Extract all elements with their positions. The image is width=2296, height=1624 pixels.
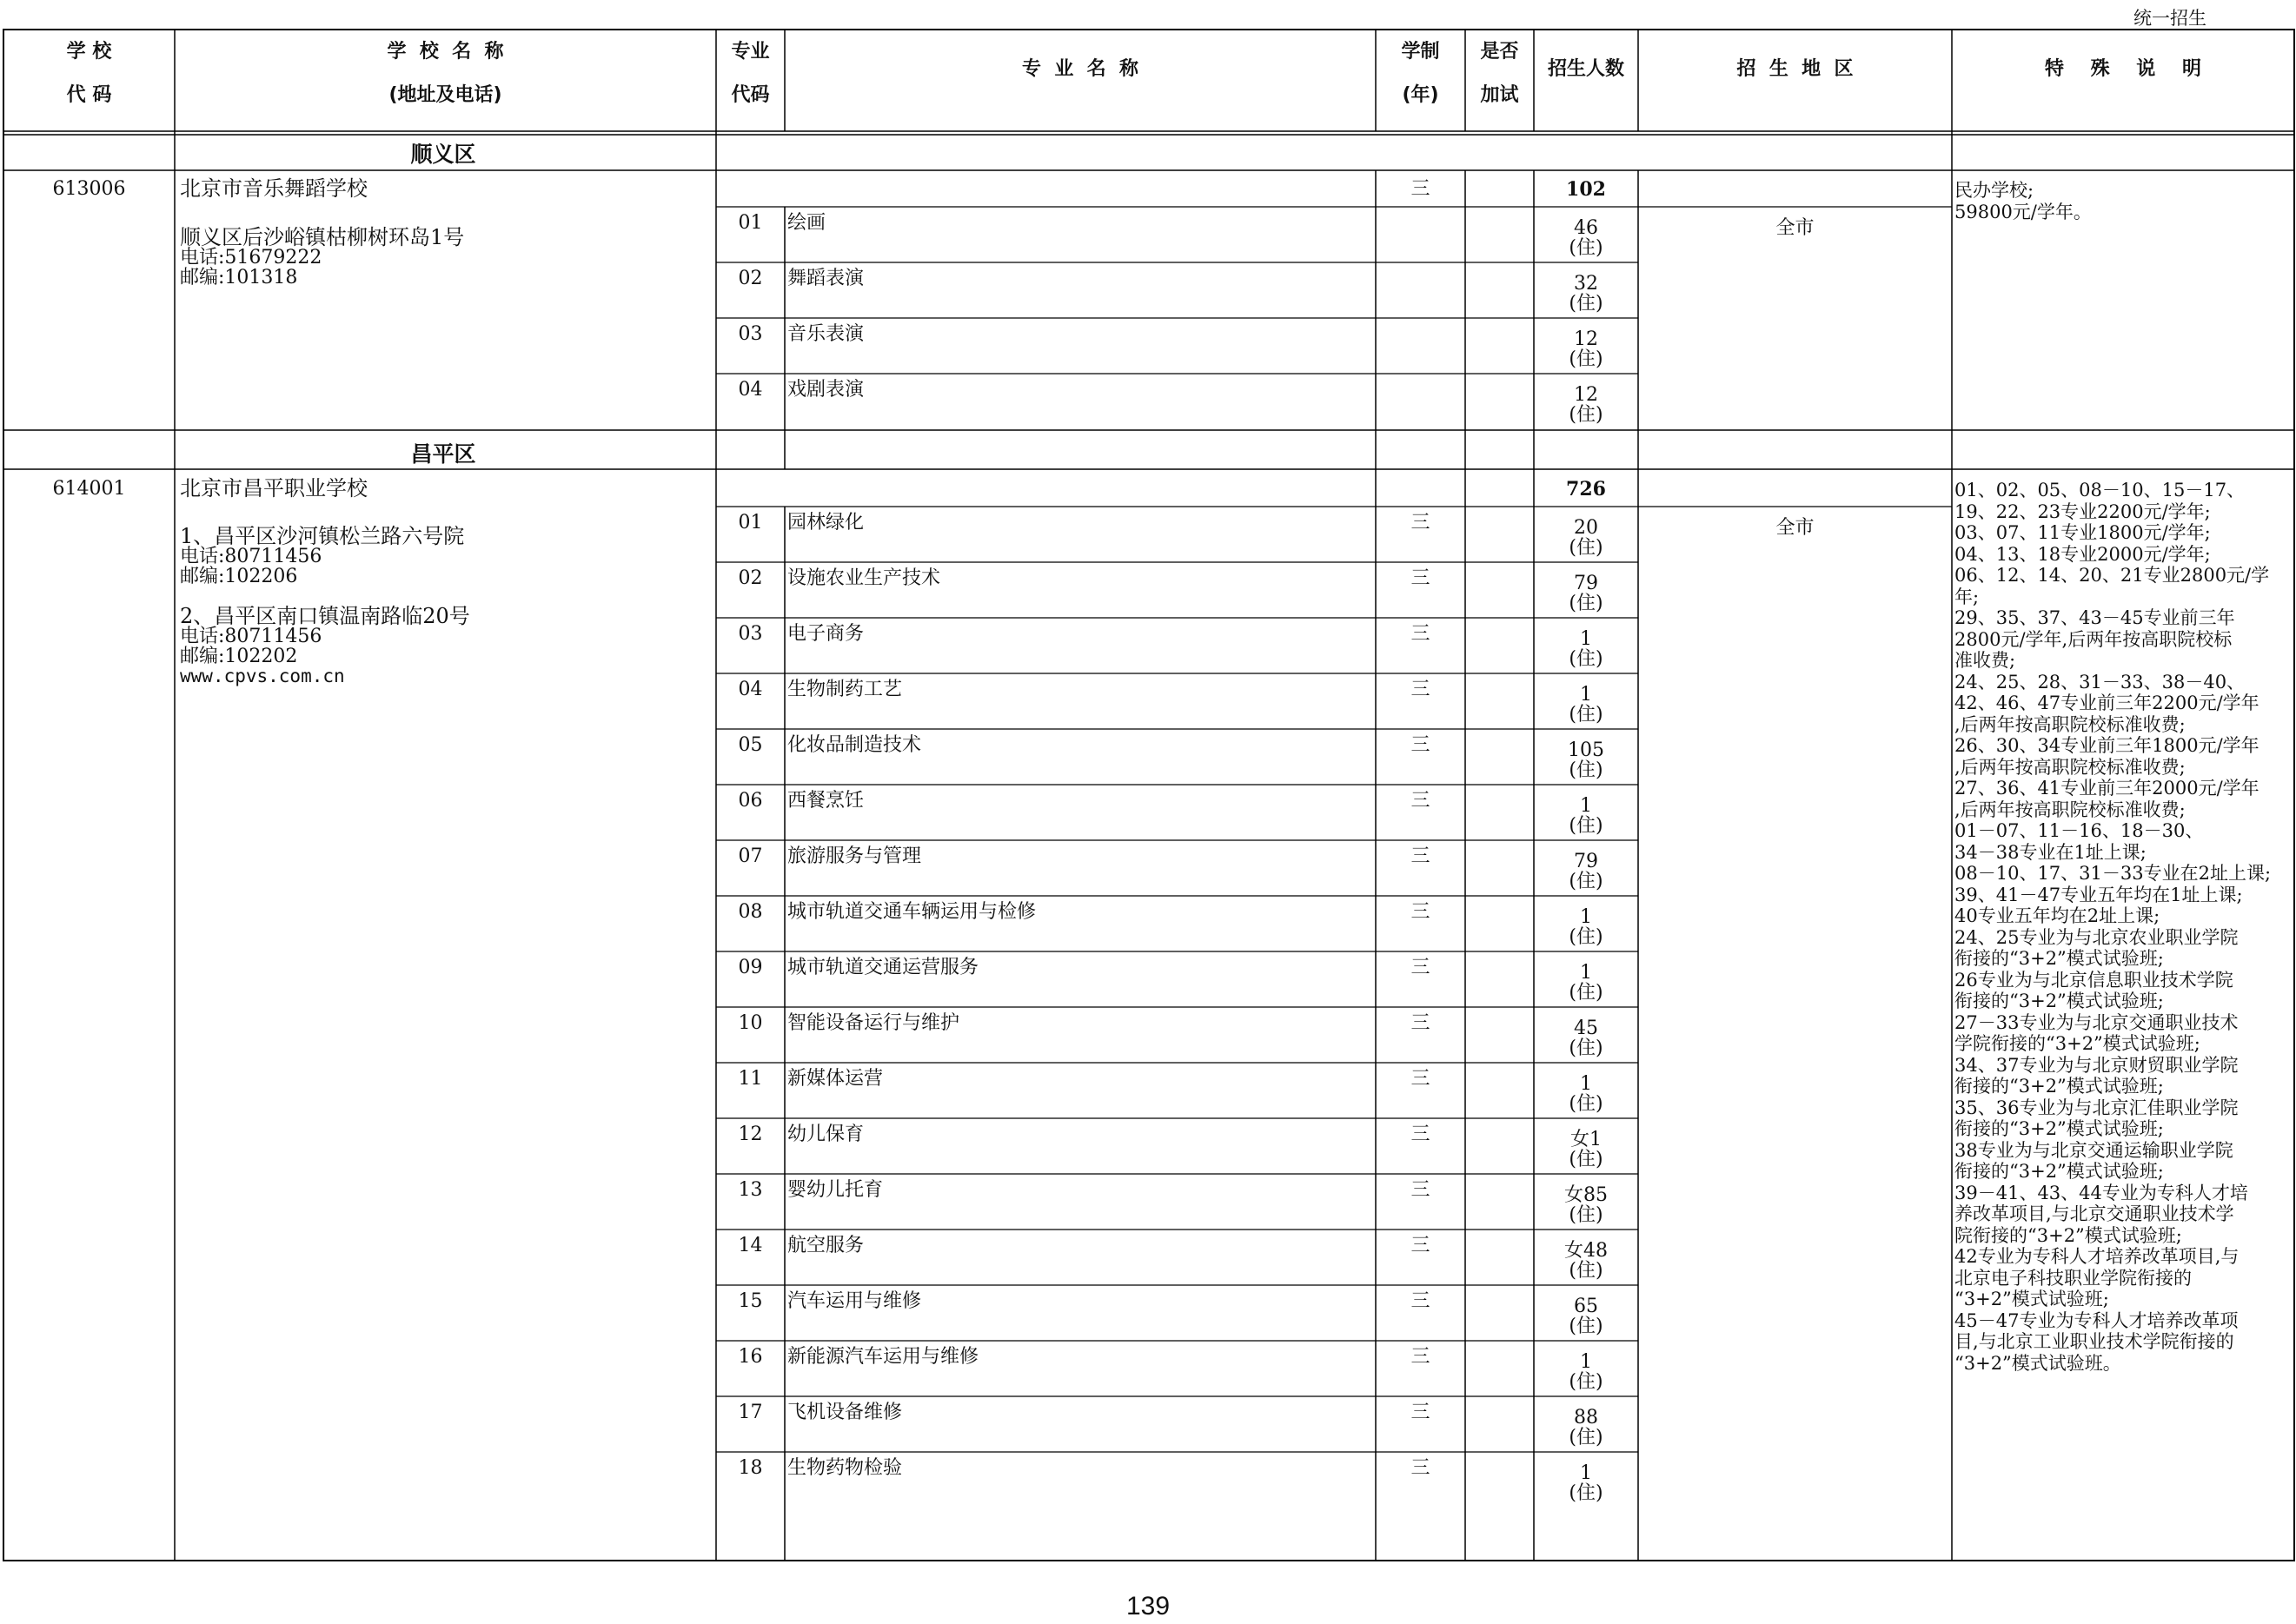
- major-duration: 三: [1410, 512, 1430, 534]
- major-name: 园林绿化: [787, 512, 865, 534]
- major-boarding: (住): [1569, 1316, 1603, 1337]
- school1-note-line: 59800元/学年。: [1954, 201, 2092, 222]
- major-name: 西餐烹饪: [787, 790, 865, 812]
- major-boarding: (住): [1569, 1427, 1603, 1448]
- major-boarding: (住): [1569, 871, 1603, 892]
- header-extra-test-line1: 是否: [1480, 41, 1519, 63]
- major-code: 06: [738, 790, 763, 812]
- school2-note-line: 衔接的“3+2”模式试验班;: [1954, 1118, 2164, 1139]
- major-name: 新能源汽车运用与维修: [787, 1346, 979, 1368]
- school2-note-line: 08－10、17、31－33专业在2址上课;: [1954, 863, 2272, 884]
- major-duration: 三: [1410, 901, 1430, 923]
- major-count: 1: [1580, 684, 1592, 706]
- major-boarding: (住): [1569, 593, 1603, 614]
- major-code: 10: [738, 1012, 763, 1034]
- major-duration: 三: [1410, 1012, 1430, 1034]
- major-duration: 三: [1410, 679, 1430, 700]
- major-name: 绘画: [787, 212, 826, 234]
- school1-phone: 电话:51679222: [180, 247, 322, 268]
- major-duration: 三: [1410, 957, 1430, 978]
- major-duration: 三: [1410, 845, 1430, 867]
- school1-duration: 三: [1410, 178, 1430, 200]
- school2-note-line: 38专业为与北京交通运输职业学院: [1954, 1139, 2233, 1161]
- major-code: 01: [738, 212, 763, 234]
- corner-label: 统一招生: [2133, 8, 2206, 29]
- school2-address-line: 1、昌平区沙河镇松兰路六号院: [180, 524, 465, 548]
- district-shunyi: 顺义区: [410, 142, 476, 167]
- major-code: 09: [738, 957, 763, 978]
- major-name: 新媒体运营: [787, 1068, 884, 1090]
- major-code: 15: [738, 1290, 763, 1312]
- school2-postcode: 邮编:102206: [180, 566, 298, 587]
- major-duration: 三: [1410, 567, 1430, 589]
- school2-note-line: 19、22、23专业2200元/学年;: [1954, 500, 2211, 522]
- school2-note-line: 2800元/学年,后两年按高职院校标: [1954, 628, 2233, 650]
- header-duration-line1: 学制: [1401, 41, 1440, 63]
- header-major-code-line2: 代码: [731, 84, 770, 106]
- school1-address: [180, 225, 465, 288]
- major-duration: 三: [1410, 734, 1430, 756]
- school2-note-line: 26、30、34专业前三年1800元/学年: [1954, 735, 2260, 756]
- school2-note-line: 年;: [1954, 586, 1980, 607]
- school2-note-line: 40专业五年均在2址上课;: [1954, 905, 2160, 926]
- school1-total: 102: [1566, 178, 1606, 201]
- school2-website: www.cpvs.com.cn: [180, 666, 345, 686]
- major-count: 32: [1574, 273, 1598, 295]
- major-count: 12: [1574, 328, 1598, 350]
- header-enrollment: 招生人数: [1547, 58, 1624, 80]
- major-count: 88: [1574, 1407, 1598, 1428]
- major-code: 03: [738, 323, 763, 345]
- school2-note-line: 27、36、41专业前三年2000元/学年: [1954, 778, 2260, 799]
- major-duration: 三: [1410, 1346, 1430, 1368]
- major-code: 05: [738, 734, 763, 756]
- school2-note-line: 准收费;: [1954, 650, 2016, 671]
- school2-note-line: 养改革项目,与北京交通职业技术学: [1954, 1203, 2234, 1224]
- school2-note-line: 34、37专业为与北京财贸职业学院: [1954, 1054, 2239, 1076]
- major-duration: 三: [1410, 1124, 1430, 1145]
- school2-note-line: 衔接的“3+2”模式试验班;: [1954, 948, 2164, 969]
- major-name: 城市轨道交通运营服务: [787, 957, 979, 978]
- school2-note-line: 目,与北京工业职业技术学院衔接的: [1954, 1331, 2234, 1352]
- school2-note-line: 北京电子科技职业学院衔接的: [1954, 1267, 2192, 1289]
- school2-note-line: 39、41－47专业五年均在1址上课;: [1954, 884, 2243, 905]
- school1-postcode: 邮编:101318: [180, 267, 298, 288]
- school2-note-line: ,后两年按高职院校标准收费;: [1954, 756, 2186, 778]
- school2-note-line: 06、12、14、20、21专业2800元/学: [1954, 565, 2270, 586]
- school2-name: 北京市昌平职业学校: [180, 476, 368, 500]
- major-name: 化妆品制造技术: [787, 734, 922, 756]
- major-name: 舞蹈表演: [787, 268, 865, 289]
- major-code: 16: [738, 1346, 763, 1368]
- header-extra-test-line2: 加试: [1480, 84, 1519, 106]
- major-code: 01: [738, 512, 763, 534]
- major-name: 幼儿保育: [787, 1124, 865, 1145]
- major-code: 07: [738, 845, 763, 867]
- school1-notes: [1954, 180, 2293, 222]
- major-count: 女1: [1570, 1129, 1602, 1150]
- major-boarding: (住): [1569, 648, 1603, 670]
- school2-postcode: 邮编:102202: [180, 646, 298, 667]
- school2-note-line: “3+2”模式试验班;: [1954, 1289, 2109, 1309]
- major-code: 17: [738, 1402, 763, 1423]
- major-count: 1: [1580, 906, 1592, 928]
- school2-note-line: 衔接的“3+2”模式试验班;: [1954, 1076, 2164, 1097]
- major-code: 03: [738, 623, 763, 645]
- major-count: 1: [1580, 795, 1592, 817]
- school1-name: 北京市音乐舞蹈学校: [180, 176, 368, 201]
- major-boarding: (住): [1569, 815, 1603, 837]
- major-name: 电子商务: [787, 623, 865, 645]
- school2-note-line: 衔接的“3+2”模式试验班;: [1954, 1161, 2164, 1182]
- major-name: 汽车运用与维修: [787, 1290, 922, 1312]
- school2-note-line: “3+2”模式试验班。: [1954, 1352, 2121, 1374]
- major-name: 旅游服务与管理: [787, 845, 922, 867]
- major-count: 女48: [1564, 1240, 1608, 1262]
- major-boarding: (住): [1569, 1093, 1603, 1115]
- school1-code: 613006: [52, 178, 126, 200]
- major-code: 02: [738, 268, 763, 289]
- major-code: 04: [738, 679, 763, 700]
- school2-note-line: 39－41、43、44专业为专科人才培: [1954, 1182, 2248, 1203]
- school2-note-line: 42专业为专科人才培养改革项目,与: [1954, 1246, 2240, 1267]
- major-code: 11: [738, 1068, 763, 1090]
- school2-note-line: 29、35、37、43－45专业前三年: [1954, 607, 2235, 628]
- major-name: 航空服务: [787, 1235, 865, 1256]
- major-code: 04: [738, 379, 763, 401]
- major-count: 1: [1580, 1462, 1592, 1484]
- school2-phone: 电话:80711456: [180, 626, 322, 647]
- major-name: 生物药物检验: [787, 1457, 903, 1479]
- school2-phone: 电话:80711456: [180, 546, 322, 567]
- major-code: 14: [738, 1235, 763, 1256]
- major-boarding: (住): [1569, 1482, 1603, 1504]
- school2-note-line: 24、25、28、31－33、38－40、: [1954, 671, 2246, 693]
- header-school-name: 学 校 名 称: [387, 41, 504, 63]
- major-boarding: (住): [1569, 537, 1603, 559]
- school2-note-line: 34－38专业在1址上课;: [1954, 841, 2147, 863]
- major-name: 婴幼儿托育: [787, 1179, 884, 1201]
- school2-note-line: 04、13、18专业2000元/学年;: [1954, 543, 2211, 565]
- major-count: 1: [1580, 962, 1592, 984]
- major-code: 02: [738, 567, 763, 589]
- major-boarding: (住): [1569, 348, 1603, 370]
- district-changping: 昌平区: [410, 441, 476, 467]
- school2-note-line: 学院衔接的“3+2”模式试验班;: [1954, 1033, 2200, 1054]
- major-boarding: (住): [1569, 293, 1603, 315]
- header-region: 招 生 地 区: [1736, 58, 1854, 80]
- major-boarding: (住): [1569, 1037, 1603, 1059]
- major-duration: 三: [1410, 790, 1430, 812]
- school2-note-line: 45－47专业为专科人才培养改革项: [1954, 1309, 2239, 1331]
- school1-region: 全市: [1775, 217, 1815, 239]
- major-count: 12: [1574, 384, 1598, 406]
- header-school-code-line2: 代 码: [66, 84, 112, 106]
- header-school-code-line1: 学 校: [66, 41, 112, 63]
- major-code: 08: [738, 901, 763, 923]
- major-duration: 三: [1410, 1290, 1430, 1312]
- major-boarding: (住): [1569, 1371, 1603, 1393]
- major-duration: 三: [1410, 1402, 1430, 1423]
- major-name: 设施农业生产技术: [787, 567, 941, 589]
- major-count: 79: [1574, 573, 1598, 594]
- school2-code: 614001: [52, 478, 126, 500]
- school2-address-line: 2、昌平区南口镇温南路临20号: [180, 604, 470, 628]
- major-duration: 三: [1410, 623, 1430, 645]
- major-count: 46: [1574, 217, 1598, 239]
- major-duration: 三: [1410, 1457, 1430, 1479]
- school2-note-line: 院衔接的“3+2”模式试验班;: [1954, 1224, 2182, 1246]
- school2-region: 全市: [1775, 517, 1815, 539]
- major-boarding: (住): [1569, 982, 1603, 1004]
- header-notes: 特 殊 说 明: [2045, 58, 2201, 80]
- major-count: 1: [1580, 1351, 1592, 1373]
- major-name: 音乐表演: [787, 323, 865, 345]
- school2-notes: [1954, 480, 2293, 1374]
- header-school-address: (地址及电话): [388, 84, 502, 106]
- major-name: 飞机设备维修: [787, 1402, 903, 1423]
- major-code: 18: [738, 1457, 763, 1479]
- major-duration: 三: [1410, 1068, 1430, 1090]
- school2-note-line: ,后两年按高职院校标准收费;: [1954, 799, 2186, 820]
- major-count: 女85: [1564, 1184, 1608, 1206]
- major-name: 戏剧表演: [787, 379, 865, 401]
- major-count: 65: [1574, 1296, 1598, 1317]
- major-boarding: (住): [1569, 926, 1603, 948]
- page-number: 139: [1125, 1592, 1171, 1621]
- school1-address-line: 顺义区后沙峪镇枯柳树环岛1号: [180, 225, 465, 249]
- major-boarding: (住): [1569, 1260, 1603, 1282]
- major-count: 1: [1580, 628, 1592, 650]
- major-duration: 三: [1410, 1235, 1430, 1256]
- major-name: 生物制药工艺: [787, 679, 903, 700]
- school2-note-line: 衔接的“3+2”模式试验班;: [1954, 991, 2164, 1011]
- major-count: 1: [1580, 1073, 1592, 1095]
- header-duration-line2: (年): [1402, 84, 1439, 106]
- major-duration: 三: [1410, 1179, 1430, 1201]
- major-boarding: (住): [1569, 704, 1603, 726]
- school1-note-line: 民办学校;: [1954, 180, 2034, 201]
- major-count: 20: [1574, 517, 1598, 539]
- major-boarding: (住): [1569, 1149, 1603, 1170]
- major-count: 79: [1574, 851, 1598, 872]
- major-boarding: (住): [1569, 404, 1603, 426]
- major-boarding: (住): [1569, 1204, 1603, 1226]
- school2-note-line: 01－07、11－16、18－30、: [1954, 820, 2204, 841]
- school2-total: 726: [1566, 478, 1606, 500]
- school2-note-line: 01、02、05、08－10、15－17、: [1954, 480, 2246, 500]
- school2-note-line: 24、25专业为与北京农业职业学院: [1954, 926, 2239, 948]
- school2-note-line: ,后两年按高职院校标准收费;: [1954, 713, 2186, 735]
- school2-note-line: 27－33专业为与北京交通职业技术: [1954, 1011, 2239, 1033]
- major-boarding: (住): [1569, 237, 1603, 259]
- header-major-name: 专 业 名 称: [1022, 58, 1138, 80]
- major-code: 12: [738, 1124, 763, 1145]
- major-name: 智能设备运行与维护: [787, 1012, 960, 1034]
- major-boarding: (住): [1569, 759, 1603, 781]
- major-name: 城市轨道交通车辆运用与检修: [787, 901, 1037, 923]
- major-count: 105: [1568, 739, 1604, 761]
- major-count: 45: [1574, 1017, 1598, 1039]
- school2-note-line: 35、36专业为与北京汇佳职业学院: [1954, 1097, 2239, 1118]
- school2-note-line: 42、46、47专业前三年2200元/学年: [1954, 693, 2260, 713]
- major-code: 13: [738, 1179, 763, 1201]
- school2-address: [180, 524, 470, 686]
- header-major-code-line1: 专业: [731, 41, 770, 63]
- school2-note-line: 26专业为与北京信息职业技术学院: [1954, 969, 2233, 991]
- school2-note-line: 03、07、11专业1800元/学年;: [1954, 522, 2211, 543]
